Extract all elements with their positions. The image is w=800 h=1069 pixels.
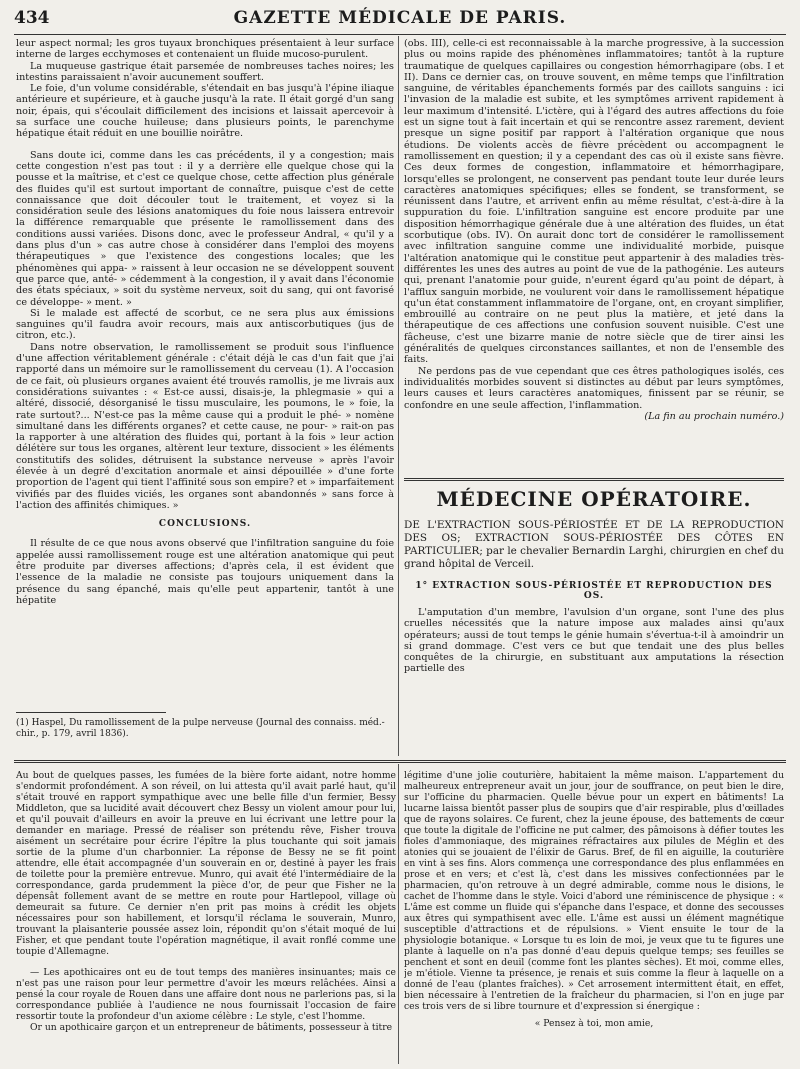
- paragraph: Or un apothicaire garçon et un entrepreneur de bâtiments, possesseur à titre: [30, 1022, 393, 1033]
- paragraph: légitime d'une jolie couturière, habitaient la même maison. L'appartement du malheureux entrepreneur avait un jour, jour de souffrance, on peut bien le dire, sur l'officine du pharmacien. Quelle bévue pour un expert en bâtiments! La lucarne laissa bientôt passer plus de soupirs que d'air respirable, plus d'œillades que de rayons solaires. Ce furent, chez la jeune épouse, des battements de cœur que toute la digitale de l'officine ne put calmer, des pâmoisons à défier toutes les fioles d'ammoniaque, des migraines réfractaires aux pilules de Méglin et des atonies qui se jouaient de l'élixir de Garus. Bref, de fil en aiguille, la couturière en vint à ses fins. Alors commença une correspondance des plus enflammées en prose et en vers; et c'est là, c'est dans les missives confectionnées par le pharmacien, qu'on retrouve à un degré admirable, comme nous le disions, le cachet de l'homme dans le style. Voici d'abord une réminiscence de physique : « L'âme est comme un fluide qui s'épanche dans l'espace, et donne des secousses aux êtres qui sympathisent avec elle. L'âme est aussi un élément magnétique susceptible d'attractions et de répulsions. » Vient ensuite le tour de la physiologie botanique. « Lorsque tu es loin de moi, je veux que tu te figures une plante à laquelle on n'a pas donné d'eau depuis quelque temps; ses feuilles se penchent et sont en deuil (comme font les plantes sèches). Et moi, comme elles, je m'étiole. Vienne ta présence, je renais et suis comme la fleur à laquelle on a donné de l'eau (plantes fraîches). » Cet arrosement intermittent était, en effet, bien nécessaire à l'entretien de la fraîcheur du pharmacien, si l'on en juge par ces trois vers de si libre tournure et d'expression si énergique :: [404, 770, 784, 1012]
- page-header: [14, 6, 786, 32]
- medecine-operatoire-section: [404, 478, 784, 675]
- journal-title: GAZETTE MÉDICALE DE PARIS.: [233, 8, 567, 28]
- paragraph: Ne perdons pas de vue cependant que ces êtres pathologiques isolés, ces individualités morbides souvent si distinctes au début par leurs symptômes, leurs causes et leurs caractères anatomiques, finissent par se réunir, se confondre en une seule affection, l'inflammation.: [404, 365, 784, 411]
- header-rule: [14, 34, 786, 35]
- paragraph: — Les apothicaires ont eu de tout temps des manières insinuantes; mais ce n'est pas une raison pour leur permettre d'avoir les mœurs relâchées. Ainsi a pensé la cour royale de Rouen dans une affaire dont nous ne parlerions pas, si la correspondance publiée à l'audience ne nous fournissait l'occasion de faire ressortir toute la profondeur d'un axiome célèbre : Le style, c'est l'homme.: [16, 967, 396, 1022]
- section-rule: [404, 478, 784, 481]
- paragraph: Dans notre observation, le ramollissement se produit sous l'influence d'une affection véritablement générale : c'était déjà le cas d'un fait que j'ai rapporté dans un mémoire sur le ramollissement du cerveau (1). A l'occasion de ce fait, où plusieurs organes avaient été trouvés ramollis, je me livrais aux considérations suivantes : « Est-ce aussi, disais-je, la phlegmasie » qui a altéré, dissocié, désorganisé le tissu musculaire, les poumons, le » foie, la rate surtout?... N'est-ce pas la même cause qui a produit le phé- » nomène simultané dans les différents organes? et cette cause, ne pour- » rait-on pas la rapporter à une altération des fluides qui, portant à la fois » leur action délétère sur tous les organes, altèrent leur texture, dissocient » les éléments constitutifs des solides, détruisent la substance nerveuse » après l'avoir élevée à un degré d'excitation anormale et ainsi dépouillée » d'une forte proportion de l'agent qui tient l'affinité sous son empire? et » imparfaitement vivifiés par des fluides viciés, les organes sont abandonnés » sans force à l'action des affinités chimiques. »: [16, 341, 394, 511]
- conclusions-heading: CONCLUSIONS.: [158, 519, 252, 530]
- verse-line: « Pensez à toi, mon amie,: [534, 1018, 654, 1029]
- footnote-rule: [16, 712, 166, 713]
- paragraph: Si le malade est affecté de scorbut, ce ne sera plus aux émissions sanguines qu'il faudra avoir recours, mais aux antiscorbutiques (jus de citron, etc.).: [16, 307, 394, 342]
- subsection-heading: 1° EXTRACTION SOUS-PÉRIOSTÉE ET REPRODUCTION DES OS.: [415, 581, 773, 601]
- continuation-note: (La fin au prochain numéro.): [644, 410, 784, 422]
- paragraph: (obs. III), celle-ci est reconnaissable à la marche progressive, à la succession plus ou moins rapide des phénomènes inflammatoires; tantôt à la rupture traumatique de quelques capillaires ou congestion hémorrhagipare (obs. I et II). Dans ce dernier cas, on trouve souvent, en même temps que l'infiltration sanguine, de véritables épanchements formés par des caillots sanguins : ici l'invasion de la maladie est subite, et les symptômes arrivent rapidement à leur maximum d'intensité. L'ictère, qui à l'égard des autres affections du foie est un signe tout à fait incertain et qui se rencontre assez rarement, devient presque un signe positif par rapport à l'altération organique que nous étudions. De violents accès de fièvre précèdent ou accompagnent le ramollissement en question; il y a cependant des cas où il existe sans fièvre. Ces deux formes de congestion, inflammatoire et hémorrhagipare, lorsqu'elles se prolongent, ne conservent pas pendant toute leur durée leurs caractères anatomiques spécifiques; elles se fondent, se transforment, se réunissent dans l'autre, et arrivent enfin au même résultat, c'est-à-dire à la suppuration du foie. L'infiltration sanguine est encore produite par une disposition hémorrhagique générale due à une altération des fluides, un état scorbutique (obs. IV). On aurait donc tort de considérer le ramollissement avec infiltration sanguine comme une individualité morbide, puisque l'altération anatomique qui le constitue peut appartenir à des maladies très-différentes les unes des autres au point de vue de la pathogénie. Les auteurs qui, prenant l'anatomie pour guide, n'eurent égard qu'au point de départ, à l'afflux sanguin morbide, ne voulurent voir dans le ramollissement hépatique qu'un état constamment inflammatoire de l'organe, ont, en croyant simplifier, embrouillé au contraire on ne peut plus la matière, et jeté dans la thérapeutique de ces affections une confusion souvent nuisible. C'est une fâcheuse, c'est une bizarre manie de notre siècle que de tirer ainsi les généralités de quelques circonstances saillantes, et non de l'ensemble des faits.: [404, 38, 784, 366]
- feuilleton-left-column: [16, 770, 396, 1068]
- feuilleton-rule: [14, 760, 786, 763]
- page-number: 434: [14, 8, 50, 28]
- left-column: [16, 38, 394, 656]
- paragraph: La muqueuse gastrique était parsemée de nombreuses taches noires; les intestins paraissaient n'avoir aucunement souffert.: [16, 60, 394, 83]
- feuilleton-column-divider: [398, 764, 399, 1064]
- feuilleton-right-column: [404, 770, 784, 1068]
- paragraph: Sans doute ici, comme dans les cas précédents, il y a congestion; mais cette congestion n'est pas tout : il y a derrière elle quelque chose qui la pousse et la maîtrise, et c'est ce quelque chose, cette affection plus générale des fluides qu'il est surtout important de connaître, puisque c'est de cette connaissance que doit découler tout le traitement, et voyez si la considération seule des lésions anatomiques du foie nous laissera entrevoir la différence remarquable que présente le ramollissement dans des conditions aussi variées. Disons donc, avec le professeur Andral, « qu'il y a dans plus d'un » cas autre chose à considérer dans l'emploi des moyens thérapeutiques » que l'existence des congestions locales; que les phénomènes qui appa- » raissent à leur occasion ne se développent souvent que parce que, anté- » cédemment à la congestion, il y avait dans l'économie des états spéciaux, » soit du système nerveux, soit du sang, qui ont favorisé ce développe- » ment. »: [16, 149, 394, 308]
- column-divider: [398, 36, 399, 756]
- paragraph: Le foie, d'un volume considérable, s'étendait en bas jusqu'à l'épine iliaque antérieure et supérieure, et à gauche jusqu'à la rate. Il était gorgé d'un sang noir, épais, qui s'écoulait difficilement des incisions et laissait apercevoir à sa surface une couche huileuse; dans plusieurs points, le parenchyme hépatique était réduit en une bouillie noirâtre.: [16, 83, 394, 140]
- footnote: (1) Haspel, Du ramollissement de la pulpe nerveuse (Journal des connaiss. méd.-chir., p. 179, avril 1836).: [16, 718, 385, 739]
- article-body: L'amputation d'un membre, l'avulsion d'un organe, sont l'une des plus cruelles nécessités que la nature impose aux malades ainsi qu'aux opérateurs; aussi de tout temps le génie humain s'évertua-t-il à amoindrir un si grand dommage. C'est vers ce but que tendait une des plus belles conquêtes de la chirurgie, en substituant aux amputations la résection partielle des: [404, 607, 784, 675]
- paragraph: leur aspect normal; les gros tuyaux bronchiques présentaient à leur surface interne de larges ecchymoses et contenaient un fluide mucoso-purulent.: [16, 38, 394, 61]
- paragraph: Il résulte de ce que nous avons observé que l'infiltration sanguine du foie appelée aussi ramollissement rouge est une altération anatomique qui peut être produite par diverses affections; d'après cela, il est évident que l'essence de la maladie ne consiste pas toujours uniquement dans la présence du sang épanché, mais qu'elle peut appartenir, tantôt à une hépatite: [16, 538, 394, 606]
- section-heading: MÉDECINE OPÉRATOIRE.: [436, 487, 752, 511]
- article-subtitle: DE L'EXTRACTION SOUS-PÉRIOSTÉE ET DE LA REPRODUCTION DES OS; EXTRACTION SOUS-PÉRIOSTÉE DES CÔTES EN PARTICULIER; par le chevalier Bernardin Larghi, chirurgien en chef du grand hôpital de Verceil.: [404, 519, 784, 570]
- paragraph: Au bout de quelques passes, les fumées de la bière forte aidant, notre homme s'endormit profondément. A son réveil, on lui attesta qu'il avait parlé haut, qu'il s'était trouvé en rapport sympathique avec une belle fille d'un fermier, Bessy Middleton, que sa lucidité avait découvert chez Bessy un violent amour pour lui, et qu'il pouvait d'ailleurs en avoir la preuve en lui écrivant une lettre pour la demander en mariage. Pressé de réaliser son prétendu rêve, Fisher trouva aisément un secrétaire pour écrire l'épître la plus touchante qui soit jamais sortie de la plume d'un charbonnier. La réponse de Bessy ne se fit point attendre, elle était accompagnée d'un souverain en or, destiné à payer les frais de toilette pour la première entrevue. Munro, qui avait été l'intermédiaire de la correspondance, garda prudemment la pièce d'or, de peur que Fisher ne la dépensât follement avant de se mettre en route pour Hartlepool, village où demeurait sa future. Ce dernier n'en prit pas moins à crédit les objets nécessaires pour son habillement, et lorsqu'il réclama le souverain, Munro, trouvant la plaisanterie poussée assez loin, répondit qu'on s'était moqué de lui Fisher, et que pendant toute l'opération magnétique, il avait ronflé comme une toupie d'Allemagne.: [16, 770, 396, 957]
- right-column: [404, 38, 784, 466]
